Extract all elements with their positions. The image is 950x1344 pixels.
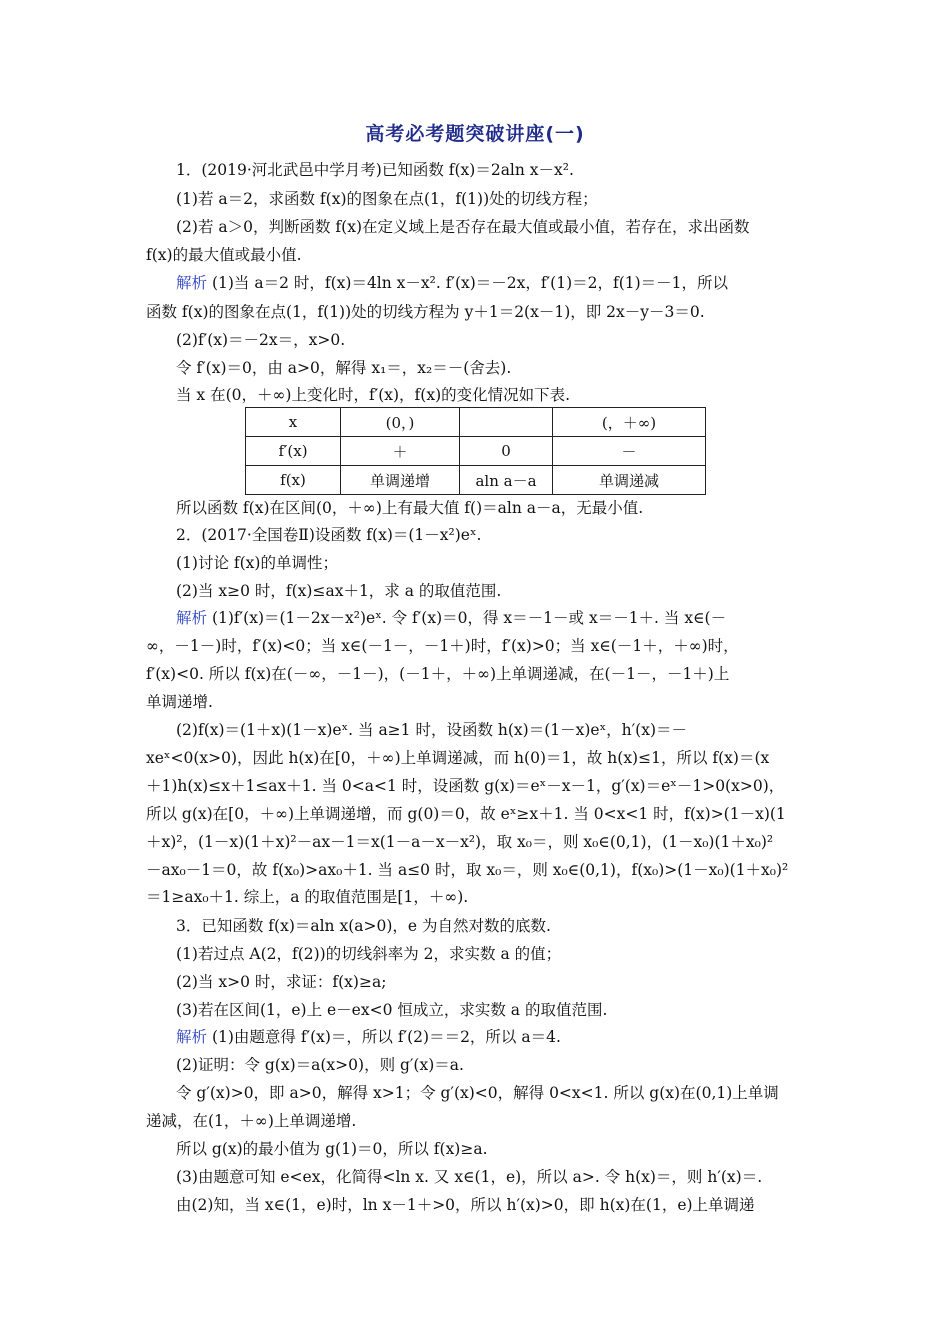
solution-3-line-7: 由(2)知，当 x∈(1，e)时，ln x－1＋>0，所以 h′(x)>0，即 h(x)在(1，e)上单调递: [176, 1196, 755, 1214]
table-cell: (，＋∞): [553, 408, 706, 437]
solution-3-line-2: (2)证明：令 g(x)＝a(x>0)，则 g′(x)＝a.: [176, 1056, 464, 1074]
table-cell: 单调递减: [553, 466, 706, 495]
problem-2-part-2: (2)当 x≥0 时，f(x)≤ax＋1，求 a 的取值范围.: [176, 582, 502, 600]
solution-2-line-4: 单调递增.: [146, 693, 213, 711]
problem-3-part-2: (2)当 x>0 时，求证：f(x)≥a;: [176, 973, 387, 991]
table-row: [246, 466, 706, 495]
solution-3-line-4: 递减，在(1，＋∞)上单调递增.: [146, 1112, 357, 1130]
solution-3-line-5: 所以 g(x)的最小值为 g(1)＝0，所以 f(x)≥a.: [176, 1140, 488, 1158]
solution-1-line-2: 函数 f(x)的图象在点(1，f(1))处的切线方程为 y＋1＝2(x－1)，即 2x－y－3＝0.: [146, 303, 705, 321]
table-cell: x: [246, 408, 341, 437]
table-cell: 单调递增: [341, 466, 460, 495]
problem-1-part-1: (1)若 a＝2，求函数 f(x)的图象在点(1，f(1))处的切线方程；: [176, 190, 598, 208]
problem-3-part-3: (3)若在区间(1，e)上 e－ex<0 恒成立，求实数 a 的取值范围.: [176, 1001, 608, 1019]
solution-1-conclusion: 所以函数 f(x)在区间(0，＋∞)上有最大值 f()＝aln a－a，无最小值.: [176, 499, 644, 517]
solution-2-line-10: －ax₀－1＝0，故 f(x₀)>ax₀＋1. 当 a≤0 时，取 x₀＝，则 x₀∈(0,1)，f(x₀)>(1－x₀)(1＋x₀)²: [146, 861, 789, 879]
table-row: [246, 437, 706, 466]
solution-2-line-5: (2)f(x)＝(1＋x)(1－x)eˣ. 当 a≥1 时，设函数 h(x)＝(1－x)eˣ，h′(x)＝－: [176, 721, 687, 739]
solution-1-line-4: 令 f′(x)＝0，由 a>0，解得 x₁＝，x₂＝－(舍去).: [176, 359, 512, 377]
solution-2-line-3: f′(x)<0. 所以 f(x)在(－∞，－1－)，(－1＋，＋∞)上单调递减，在(－1－，－1＋)上: [146, 665, 730, 683]
solution-1-line-1: 解析 (1)当 a＝2 时，f(x)＝4ln x－x². f′(x)＝－2x，f′(1)＝2，f(1)＝－1，所以: [176, 274, 729, 292]
solution-label: 解析: [176, 609, 208, 627]
solution-3-line-1: 解析 (1)由题意得 f′(x)＝，所以 f′(2)＝＝2，所以 a＝4.: [176, 1028, 561, 1046]
problem-1-part-2-cont: f(x)的最大值或最小值.: [146, 246, 302, 264]
solution-label: 解析: [176, 1028, 208, 1046]
problem-1-part-2: (2)若 a＞0，判断函数 f(x)在定义域上是否存在最大值或最小值，若存在，求出函数: [176, 218, 750, 236]
solution-2-line-2: ∞，－1－)时，f′(x)<0；当 x∈(－1－，－1＋)时，f′(x)>0；当 x∈(－1＋，＋∞)时，: [146, 637, 739, 655]
table-cell: －: [553, 437, 706, 466]
solution-2-line-9: ＋x)²，(1－x)(1＋x)²－ax－1＝x(1－a－x－x²)，取 x₀＝，则 x₀∈(0,1)，(1－x₀)(1＋x₀)²: [146, 833, 774, 851]
solution-2-line-8: 所以 g(x)在[0，＋∞)上单调递增，而 g(0)＝0，故 eˣ≥x＋1. 当 0<x<1 时，f(x)>(1－x)(1: [146, 805, 786, 823]
solution-1-line-5: 当 x 在(0，＋∞)上变化时，f′(x)，f(x)的变化情况如下表.: [176, 386, 571, 404]
table-cell: f′(x): [246, 437, 341, 466]
problem-2-part-1: (1)讨论 f(x)的单调性；: [176, 554, 338, 572]
table-cell: aln a－a: [460, 466, 553, 495]
solution-1-line-3: (2)f′(x)＝－2x＝，x>0.: [176, 331, 346, 349]
table-cell: ＋: [341, 437, 460, 466]
table-cell: 0: [460, 437, 553, 466]
table-cell: [460, 408, 553, 437]
table-cell: (0，): [341, 408, 460, 437]
solution-2-line-1: 解析 (1)f′(x)＝(1－2x－x²)eˣ. 令 f′(x)＝0，得 x＝－1－或 x＝－1＋. 当 x∈(－: [176, 609, 727, 627]
problem-3-part-1: (1)若过点 A(2，f(2))的切线斜率为 2，求实数 a 的值；: [176, 945, 562, 963]
solution-label: 解析: [176, 274, 208, 292]
solution-2-line-6: xeˣ<0(x>0)，因此 h(x)在[0，＋∞)上单调递减，而 h(0)＝1，故 h(x)≤1，所以 f(x)＝(x: [146, 749, 770, 767]
solution-2-line-7: ＋1)h(x)≤x＋1≤ax＋1. 当 0<a<1 时，设函数 g(x)＝eˣ－x－1，g′(x)＝eˣ－1>0(x>0)，: [146, 777, 785, 795]
variation-table: [245, 407, 706, 495]
page-title: 高考必考题突破讲座(一): [365, 123, 585, 145]
solution-2-line-11: ＝1≥ax₀＋1. 综上，a 的取值范围是[1，＋∞).: [146, 888, 469, 906]
table-row: [246, 408, 706, 437]
solution-3-line-3: 令 g′(x)>0，即 a>0，解得 x>1；令 g′(x)<0，解得 0<x<1. 所以 g(x)在(0,1)上单调: [176, 1084, 779, 1102]
problem-1-statement: 1．(2019·河北武邑中学月考)已知函数 f(x)＝2aln x－x².: [176, 161, 574, 179]
problem-3-statement: 3．已知函数 f(x)＝aln x(a>0)，e 为自然对数的底数.: [176, 917, 551, 935]
table-cell: f(x): [246, 466, 341, 495]
solution-3-line-6: (3)由题意可知 e<ex，化简得<ln x. 又 x∈(1，e)，所以 a>. 令 h(x)＝，则 h′(x)＝.: [176, 1168, 763, 1186]
problem-2-statement: 2．(2017·全国卷Ⅱ)设函数 f(x)＝(1－x²)eˣ.: [176, 526, 482, 544]
